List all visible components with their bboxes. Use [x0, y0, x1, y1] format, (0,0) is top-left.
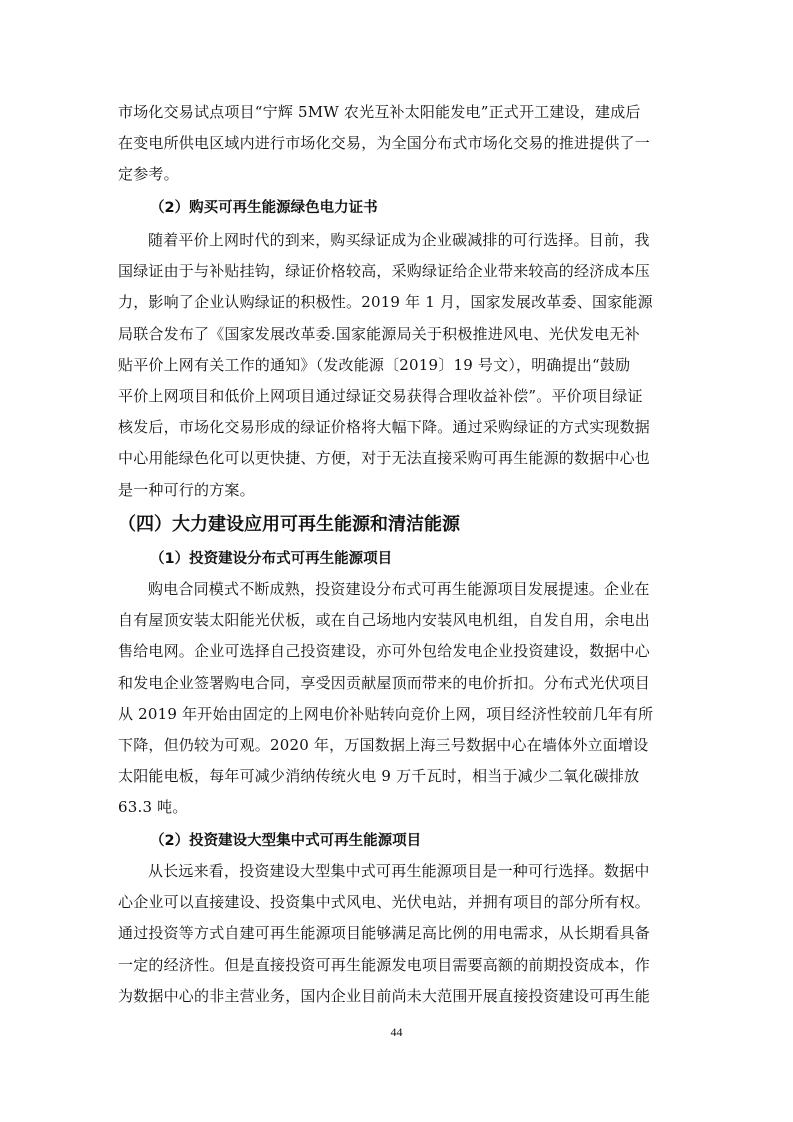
paragraph-intro	[118, 97, 678, 191]
text-line: 局联合发布了《国家发展改革委.国家能源局关于积极推进风电、光伏发电无补	[118, 324, 640, 343]
text-line: 售给电网。企业可选择自己投资建设，亦可外包给发电企业投资建设，数据中心	[118, 642, 651, 661]
text-line: 心企业可以直接建设、投资集中式风电、光伏电站，并拥有项目的部分所有权。	[118, 893, 651, 912]
text-line: 通过投资等方式自建可再生能源项目能够满足高比例的用电需求，从长期看具备	[118, 924, 651, 943]
text-line: 购电合同模式不断成熟，投资建设分布式可再生能源项目发展提速。企业在	[148, 580, 650, 598]
heading-section-4: （四）大力建设应用可再生能源和清洁能源	[118, 514, 460, 535]
heading-green-certificate: （2）购买可再生能源绿色电力证书	[150, 200, 378, 216]
text-line: 随着平价上网时代的到来，购买绿证成为企业碳减排的可行选择。目前，我	[148, 231, 650, 249]
paragraph-centralized-projects	[118, 856, 678, 1012]
text-line: 中心用能绿色化可以更快捷、方便，对于无法直接采购可再生能源的数据中心也	[118, 449, 651, 468]
text-line: 定参考。	[118, 165, 179, 184]
page-number: 44	[390, 1025, 403, 1039]
heading-centralized-projects: （2）投资建设大型集中式可再生能源项目	[150, 833, 422, 849]
text-line: 从 2019 年开始由固定的上网电价补贴转向竞价上网，项目经济性较前几年有所	[118, 704, 654, 723]
text-line: 63.3 吨。	[118, 798, 188, 817]
paragraph-green-certificate	[118, 225, 678, 506]
text-line: 贴平价上网有关工作的通知》（发改能源〔2019〕19 号文），明确提出“鼓励	[118, 355, 631, 374]
text-line: 下降，但仍较为可观。2020 年，万国数据上海三号数据中心在墙体外立面增设	[118, 736, 649, 755]
text-line: 和发电企业签署购电合同，享受因贡献屋顶而带来的电价折扣。分布式光伏项目	[118, 673, 651, 692]
text-line: 市场化交易试点项目“宁辉 5MW 农光互补太阳能发电”正式开工建设，建成后	[118, 103, 641, 121]
text-line: 核发后，市场化交易形成的绿证价格将大幅下降。通过采购绿证的方式实现数据	[118, 418, 651, 437]
paragraph-distributed-projects	[118, 574, 678, 824]
text-line: 是一种可行的方案。	[118, 480, 255, 499]
text-line: 为数据中心的非主营业务，国内企业目前尚未大范围开展直接投资建设可再生能	[118, 986, 651, 1005]
text-line: 自有屋顶安装太阳能光伏板，或在自己场地内安装风电机组，自发自用，余电出	[118, 611, 651, 630]
heading-distributed-projects: （1）投资建设分布式可再生能源项目	[150, 551, 393, 567]
text-line: 太阳能电板，每年可减少消纳传统火电 9 万千瓦时，相当于减少二氧化碳排放	[118, 767, 640, 786]
text-line: 力，影响了企业认购绿证的积极性。2019 年 1 月，国家发展改革委、国家能源	[118, 293, 653, 312]
text-line: 在变电所供电区域内进行市场化交易，为全国分布式市场化交易的推进提供了一	[118, 134, 651, 153]
text-line: 从长远来看，投资建设大型集中式可再生能源项目是一种可行选择。数据中	[148, 862, 650, 880]
text-line: 国绿证由于与补贴挂钩，绿证价格较高，采购绿证给企业带来较高的经济成本压	[118, 262, 651, 281]
text-line: 一定的经济性。但是直接投资可再生能源发电项目需要高额的前期投资成本，作	[118, 955, 651, 974]
text-line: 平价上网项目和低价上网项目通过绿证交易获得合理收益补偿”。平价项目绿证	[118, 387, 643, 406]
